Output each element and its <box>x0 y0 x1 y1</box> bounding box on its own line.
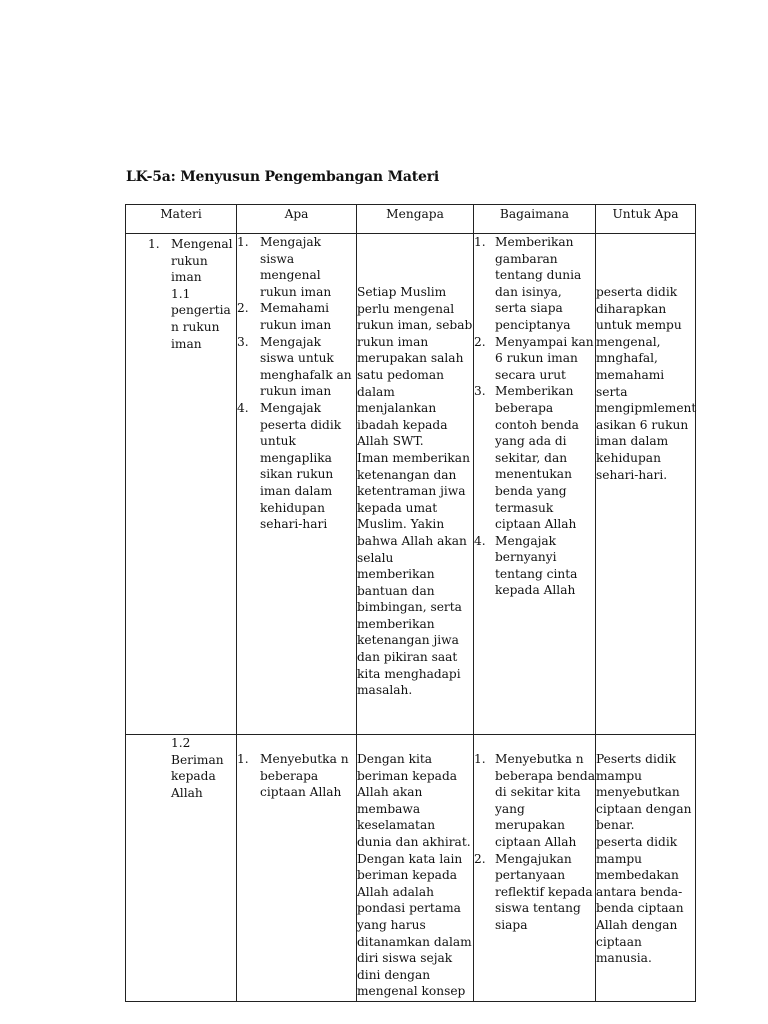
item-number: 1. <box>474 235 486 249</box>
cell-untuk-apa <box>596 234 696 735</box>
materi-number: 1. <box>148 237 160 251</box>
item-text: Memberikan gambaran tentang dunia dan isinya, serta siapa penciptanya <box>495 235 582 332</box>
list-item <box>237 234 356 300</box>
materi-subtopic: 1.2 Beriman kepada Allah <box>171 736 224 800</box>
item-number: 1. <box>237 235 249 249</box>
table-header-row <box>126 205 696 234</box>
cell-apa <box>237 234 357 735</box>
table-row <box>126 234 696 735</box>
list-item <box>237 334 356 400</box>
item-number: 2. <box>474 334 486 349</box>
mengapa-text: Setiap Muslim perlu mengenal rukun iman, sebab rukun iman merupakan salah satu pedoman dalam menjalankan ibadah kepada Allah SWT. Iman memberikan ketenangan dan ketentraman jiwa kepada umat Muslim. Yakin bahwa Allah akan selalu memberikan bantuan dan bimbingan, serta memberikan ketenangan jiwa dan pikiran saat kita menghadapi masalah. <box>357 285 473 698</box>
item-text: Menyebutka n beberapa ciptaan Allah <box>260 752 349 800</box>
list-item <box>474 751 595 851</box>
header-materi: Materi <box>126 205 237 234</box>
materi-title: Mengenal rukun iman <box>171 237 233 285</box>
untuk-apa-text: peserta didik diharapkan untuk mempu mengenal, mnghafal, memahami serta mengipmlement asikan 6 rukun iman dalam kehidupan sehari-hari. <box>596 285 697 482</box>
cell-apa <box>237 735 357 1002</box>
bagaimana-list <box>474 234 595 599</box>
mengapa-text: Dengan kita beriman kepada Allah akan membawa keselamatan dunia dan akhirat. Dengan kata lain beriman kepada Allah adalah pondasi pertama yang harus ditanamkan dalam diri siswa sejak dini dengan mengenal konsep <box>357 752 472 999</box>
cell-materi <box>126 234 237 735</box>
item-text: Memahami rukun iman <box>260 301 332 332</box>
item-number: 3. <box>237 334 249 349</box>
item-number: 1. <box>474 752 486 766</box>
header-apa: Apa <box>237 205 357 234</box>
cell-materi <box>126 735 237 1002</box>
item-text: Mengajukan pertanyaan reflektif kepada siswa tentang siapa <box>495 851 593 932</box>
list-item <box>237 400 356 533</box>
list-item <box>237 300 356 333</box>
cell-mengapa <box>357 234 474 735</box>
cell-mengapa <box>357 735 474 1002</box>
item-number: 3. <box>474 384 486 399</box>
materi-subtopic: 1.1 pengertia n rukun iman <box>171 286 231 351</box>
cell-bagaimana <box>474 234 596 735</box>
item-number: 2. <box>474 851 486 866</box>
item-text: Mengajak siswa untuk menghafalk an rukun iman <box>260 334 352 399</box>
untuk-apa-text: Peserts didik mampu menyebutkan ciptaan dengan benar. peserta didik mampu membedakan antara benda-benda ciptaan Allah dengan ciptaan manusia. <box>596 752 692 966</box>
item-text: Menyampai kan 6 rukun iman secara urut <box>495 334 594 382</box>
item-text: Mengajak bernyanyi tentang cinta kepada Allah <box>495 533 578 598</box>
item-number: 2. <box>237 301 249 316</box>
item-text: Mengajak peserta didik untuk mengaplika sikan rukun iman dalam kehidupan sehari-hari <box>260 400 342 532</box>
apa-list <box>237 735 356 801</box>
item-text: Menyebutka n beberapa benda di sekitar kita yang merupakan ciptaan Allah <box>495 752 595 849</box>
list-item <box>474 851 595 934</box>
apa-list <box>237 234 356 533</box>
header-mengapa: Mengapa <box>357 205 474 234</box>
list-item <box>474 533 595 599</box>
item-number: 4. <box>474 533 486 548</box>
cell-bagaimana <box>474 735 596 1002</box>
item-text: Mengajak siswa mengenal rukun iman <box>260 235 332 299</box>
item-number: 1. <box>237 752 249 766</box>
list-item <box>474 383 595 532</box>
item-text: Memberikan beberapa contoh benda yang ada di sekitar, dan menentukan benda yang termasuk ciptaan Allah <box>495 384 579 532</box>
item-number: 4. <box>237 400 249 415</box>
list-item <box>474 234 595 334</box>
cell-untuk-apa <box>596 735 696 1002</box>
header-untuk-apa: Untuk Apa <box>596 205 696 234</box>
materi-development-table <box>125 204 696 1002</box>
list-item <box>474 334 595 384</box>
header-bagaimana: Bagaimana <box>474 205 596 234</box>
bagaimana-list <box>474 735 595 934</box>
list-item <box>237 751 356 801</box>
table-row <box>126 735 696 1002</box>
worksheet-title: LK-5a: Menyusun Pengembangan Materi <box>126 169 440 185</box>
